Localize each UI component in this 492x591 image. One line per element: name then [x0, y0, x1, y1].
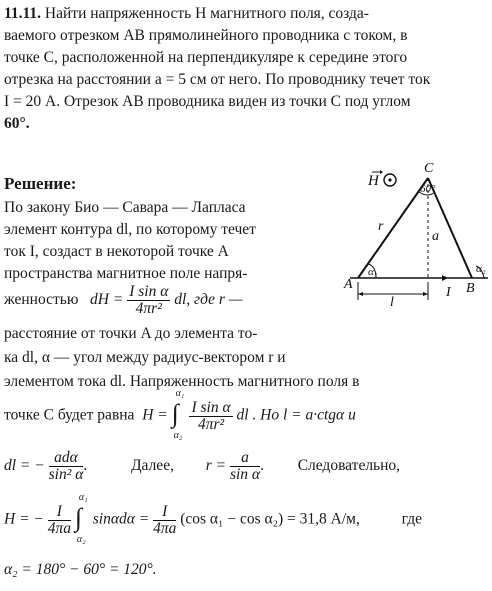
current-arrow-icon [442, 275, 448, 281]
label-r: r [378, 219, 384, 234]
label-C: C [424, 161, 434, 176]
solution-heading: Решение: [4, 174, 77, 193]
fraction-I-4pia: $\frac{I}{4\pi a}$ [47, 502, 72, 537]
label-H: H [368, 173, 379, 189]
problem-line-6: 60°. [4, 115, 30, 132]
solution-line-1: По закону Био — Савара — Лапласа [4, 199, 246, 216]
label-A: A [344, 277, 353, 292]
problem-line-4: отрезка на расстоянии a = 5 см от него. По проводнику течет ток [4, 71, 431, 88]
formula-dl-r: dl = − $\frac{\text{adα}}{\text{sin² α}}$ . Далее, r = $\frac{a}{\text{sin α}}$ . Следовательно, [4, 449, 401, 483]
label-60: 60° [420, 183, 436, 195]
problem-line-2: ваемого отрезком AB прямолинейного проводника с током, в [4, 27, 408, 44]
label-a: a [432, 229, 439, 244]
integral-sign-2: α₁ ∫ α₂ [74, 492, 88, 545]
solution-line-4: пространства магнитное поле напря- [4, 265, 248, 282]
solution-line-7: ка dl, α — угол между радиус-вектором r и [4, 349, 286, 366]
triangle-diagram [342, 160, 490, 308]
label-l: l [390, 295, 394, 308]
problem-text-1: Найти напряженность H магнитного поля, созда- [44, 5, 369, 22]
fraction-I-4pia-2: $\frac{I}{4\pi a}$ [153, 502, 177, 537]
fraction-r: $\frac{a}{\text{sin α}}$ [229, 449, 261, 483]
integral-sign: α₁ ∫ α₂ [171, 388, 185, 441]
label-alpha1: α₁ [368, 266, 378, 278]
label-I: I [446, 285, 451, 300]
solution-line-12: α₂ = 180° − 60° = 120°. [4, 561, 157, 578]
formula-H-result: H = − $\frac{I}{4\pi a}$ α₁ ∫ α₂ sinαdα = $\frac{I}{4\pi a}$ (cos α₁ − cos α₂) = 31,8 А/м, где [4, 492, 422, 545]
solution-line-6: расстояние от точки A до элемента то- [4, 325, 258, 342]
solution-line-8: элементом тока dl. Напряженность магнитного поля в [4, 373, 360, 390]
problem-line-3: точке C, расположенной на перпендикуляре к середине этого [4, 49, 408, 66]
solution-line-2: элемент контура dl, по которому течет [4, 221, 256, 238]
problem-line-1 [4, 4, 369, 24]
fraction-integrand: $\frac{\text{I sin α}}{\text{4πr²}}$ [191, 398, 231, 433]
solution-line-3: ток I, создаст в некоторой точке A [4, 243, 229, 260]
side-AC [358, 178, 428, 278]
formula-dH: женностью dH = $\frac{\text{I sin α}}{\text{4πr²}}$ dl, где r — [4, 283, 243, 317]
fraction-dH: $\frac{\text{I sin α}}{\text{4πr²}}$ [129, 283, 169, 317]
problem-line-5: I = 20 А. Отрезок AB проводника виден из точки C под углом [4, 93, 411, 110]
problem-number: 11.11. [4, 5, 42, 22]
label-B: B [466, 281, 475, 296]
label-alpha2: α₂ [476, 263, 486, 275]
formula-H-integral: точке C будет равна H = α₁ ∫ α₂ $\frac{\text{I sin α}}{\text{4πr²}}$ dl . Но l = a·ctgα и [4, 388, 356, 441]
fraction-dl: $\frac{\text{adα}}{\text{sin² α}}$ [48, 449, 84, 483]
